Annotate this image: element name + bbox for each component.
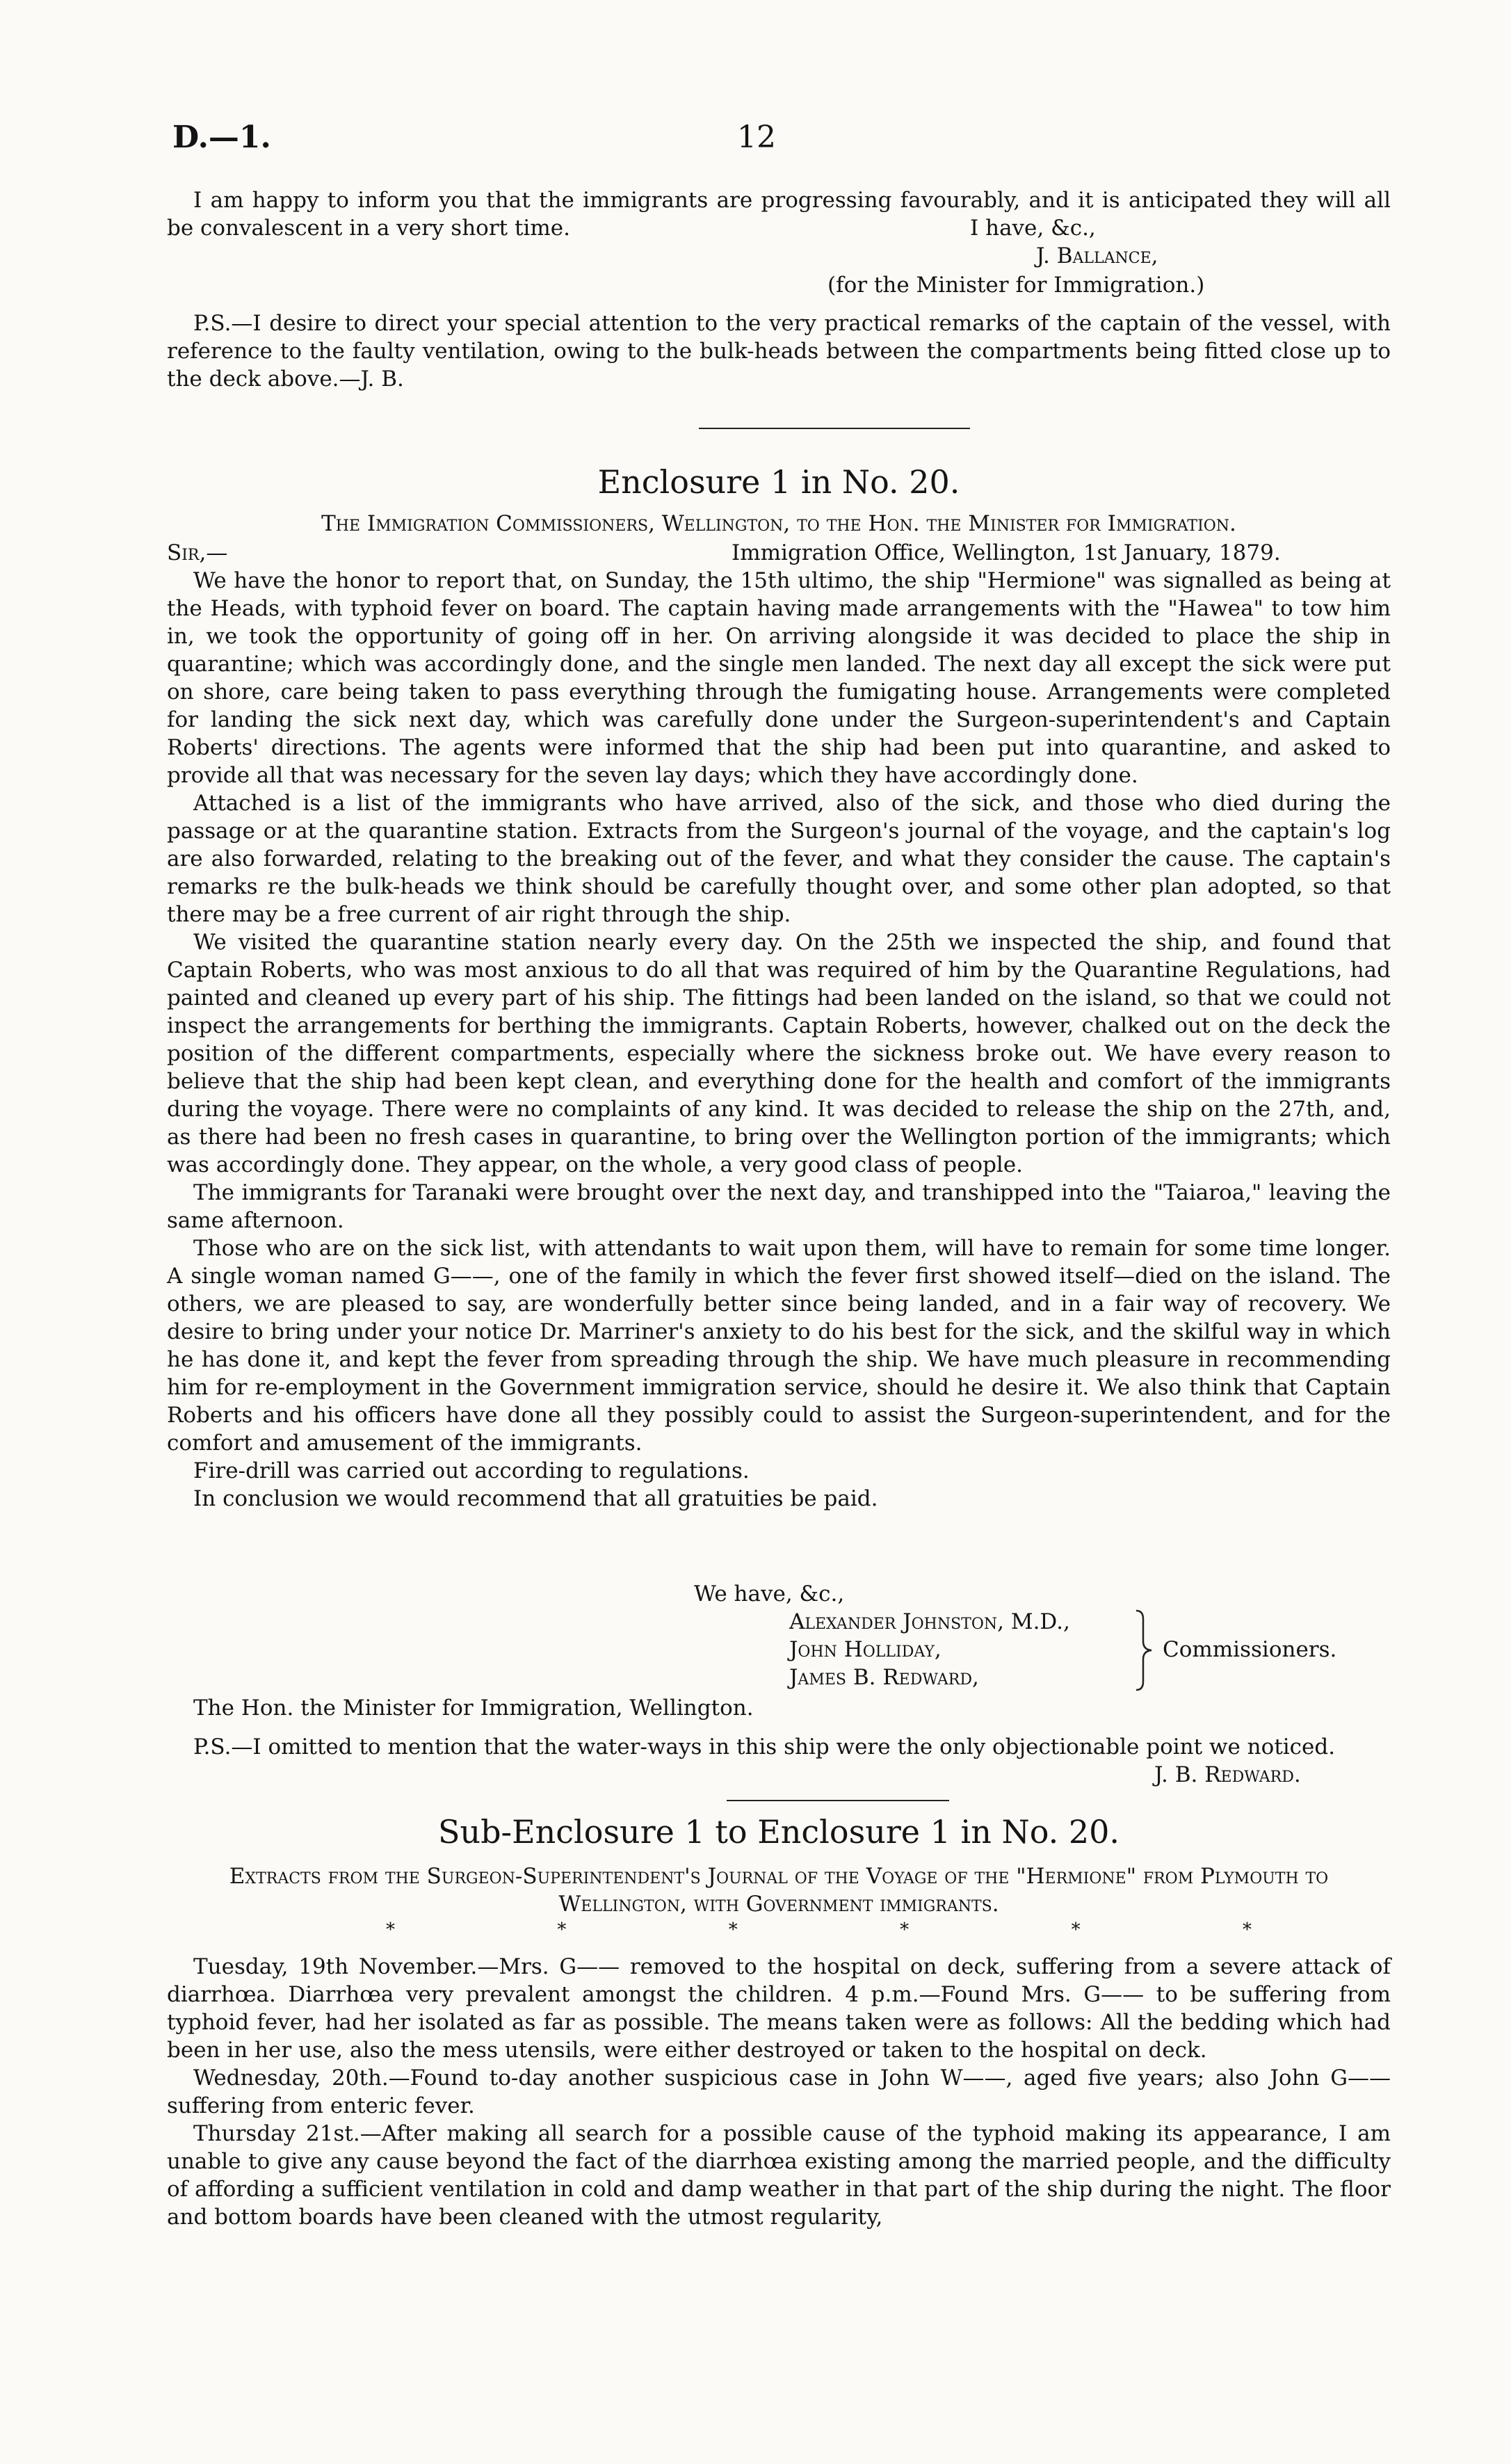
enclosure-paragraph: Fire-drill was carried out according to regulations. (193, 1458, 750, 1483)
top-letter-paragraph: I am happy to inform you that the immigrants are progressing favourably, and it is anticipated they will all be convalescent in a very short time. (167, 188, 1391, 241)
enclosure-paragraph: In conclusion we would recommend that all gratuities be paid. (193, 1486, 878, 1511)
sub-enclosure-subtitle: Extracts from the Surgeon-Superintendent's Journal of the Voyage of the "Hermione" from Plymouth to Wellington, with Government immigrants. (229, 1864, 1329, 1917)
journal-entry: Wednesday, 20th.—Found to-day another suspicious case in John W——, aged five years; also John G—— suffering from enteric fever. (167, 2066, 1391, 2118)
section-divider (699, 428, 970, 429)
enclosure-from-to: The Immigration Commissioners, Wellington, to the Hon. the Minister for Immigration. (321, 511, 1236, 536)
enclosure-salutation: Sir,— (167, 540, 228, 565)
journal-extracts (167, 1953, 1391, 2231)
top-letter-closing: I have, &c., (970, 216, 1096, 241)
enclosure-paragraph: The immigrants for Taranaki were brought over the next day, and transhipped into the "Taiaroa," leaving the same afternoon. (167, 1180, 1391, 1233)
signatories-brace (1133, 1609, 1154, 1691)
enclosure-paragraph: We have the honor to report that, on Sunday, the 15th ultimo, the ship "Hermione" was signalled as being at the Heads, with typhoid fever on board. The captain having made arrangements with the "Hawea" to tow him in, we took the opportunity of going off in her. On arriving alongside it was decided to place the ship in quarantine; which was accordingly done, and the single men landed. The next day all except the sick were put on shore, care being taken to pass everything through the fumigating house. Arrangements were completed for landing the sick next day, which was carefully done under the Surgeon-superintendent's and Captain Roberts' directions. The agents were informed that the ship had been put into quarantine, and asked to provide all that was necessary for the seven lay days; which they have accordingly done. (167, 568, 1391, 788)
enclosure-body (167, 567, 1391, 1513)
top-letter-signature-title: (for the Minister for Immigration.) (827, 273, 1205, 298)
enclosure-address-date: Immigration Office, Wellington, 1st January, 1879. (732, 540, 1281, 565)
top-letter-signature: J. Ballance, (1036, 243, 1158, 268)
enclosure-paragraph: Those who are on the sick list, with attendants to wait upon them, will have to remain for some time longer. A single woman named G——, one of the family in which the fever first showed itself—died on the island. The others, we are pleased to say, are wonderfully better since being landed, and in a fair way of recovery. We desire to bring under your notice Dr. Marriner's anxiety to do his best for the sick, and the skilful way in which he has done it, and kept the fever from spreading through the ship. We have much pleasure in recommending him for re-employment in the Government immigration service, should he desire it. We also think that Captain Roberts and his officers have done all they possibly could to assist the Surgeon-superintendent, and for the comfort and amusement of the immigrants. (167, 1236, 1391, 1456)
journal-entry: Thursday 21st.—After making all search for a possible cause of the typhoid making its appearance, I am unable to give any cause beyond the fact of the diarrhœa existing among the married people, and the difficulty of affording a sufficient ventilation in cold and damp weather in that part of the ship during the night. The floor and bottom boards have been cleaned with the utmost regularity, (167, 2121, 1391, 2230)
journal-entry: Tuesday, 19th November.—Mrs. G—— removed to the hospital on deck, suffering from a severe attack of diarrhœa. Diarrhœa very prevalent amongst the children. 4 p.m.—Found Mrs. G—— to be suffering from typhoid fever, had her isolated as far as possible. The means taken were as follows: All the bedding which had been in her use, also the mess utensils, were either destroyed or taken to the hospital on deck. (167, 1954, 1391, 2063)
ellipsis-stars (386, 1919, 1252, 1940)
signatory-3: James B. Redward, (789, 1665, 979, 1690)
enclosure-paragraph: Attached is a list of the immigrants who have arrived, also of the sick, and those who died during the passage or at the quarantine station. Extracts from the Surgeon's journal of the voyage, and the captain's log are also forwarded, relating to the breaking out of the fever, and what they consider the cause. The captain's remarks re the bulk-heads we think should be carefully thought over, and some other plan adopted, so that there may be a free current of air right through the ship. (167, 791, 1391, 927)
enclosure-postscript-signature: J. B. Redward. (1154, 1762, 1301, 1787)
enclosure-addressee: The Hon. the Minister for Immigration, Wellington. (193, 1696, 754, 1721)
top-letter-postscript: P.S.—I desire to direct your special attention to the very practical remarks of the captain of the vessel, with reference to the faulty ventilation, owing to the bulk-heads between the compartments being fitted close up to the deck above.—J. B. (167, 311, 1391, 392)
enclosure-postscript: P.S.—I omitted to mention that the water-ways in this ship were the only objectionable point we noticed. (193, 1734, 1336, 1760)
signatory-1: Alexander Johnston, M.D., (789, 1609, 1070, 1634)
star-mark: * (1071, 1919, 1081, 1940)
page-number: 12 (737, 120, 776, 155)
signatory-2: John Holliday, (789, 1637, 942, 1662)
star-mark: * (1242, 1919, 1252, 1940)
star-mark: * (557, 1919, 567, 1940)
document-reference: D.—1. (172, 120, 271, 155)
star-mark: * (386, 1919, 395, 1940)
signatories-role: Commissioners. (1163, 1637, 1337, 1662)
sub-enclosure-title: Sub-Enclosure 1 to Enclosure 1 in No. 20. (437, 1813, 1120, 1851)
enclosure-closing: We have, &c., (694, 1581, 845, 1607)
section-divider (727, 1800, 949, 1801)
enclosure-title: Enclosure 1 in No. 20. (597, 463, 960, 501)
star-mark: * (728, 1919, 738, 1940)
enclosure-paragraph: We visited the quarantine station nearly every day. On the 25th we inspected the ship, and found that Captain Roberts, who was most anxious to do all that was required of him by the Quarantine Regulations, had painted and cleaned up every part of his ship. The fittings had been landed on the island, so that we could not inspect the arrangements for berthing the immigrants. Captain Roberts, however, chalked out on the deck the position of the different compartments, especially where the sickness broke out. We have every reason to believe that the ship had been kept clean, and everything done for the health and comfort of the immigrants during the voyage. There were no complaints of any kind. It was decided to release the ship on the 27th, and, as there had been no fresh cases in quarantine, to bring over the Wellington portion of the immigrants; which was accordingly done. They appear, on the whole, a very good class of people. (167, 930, 1391, 1177)
star-mark: * (900, 1919, 910, 1940)
